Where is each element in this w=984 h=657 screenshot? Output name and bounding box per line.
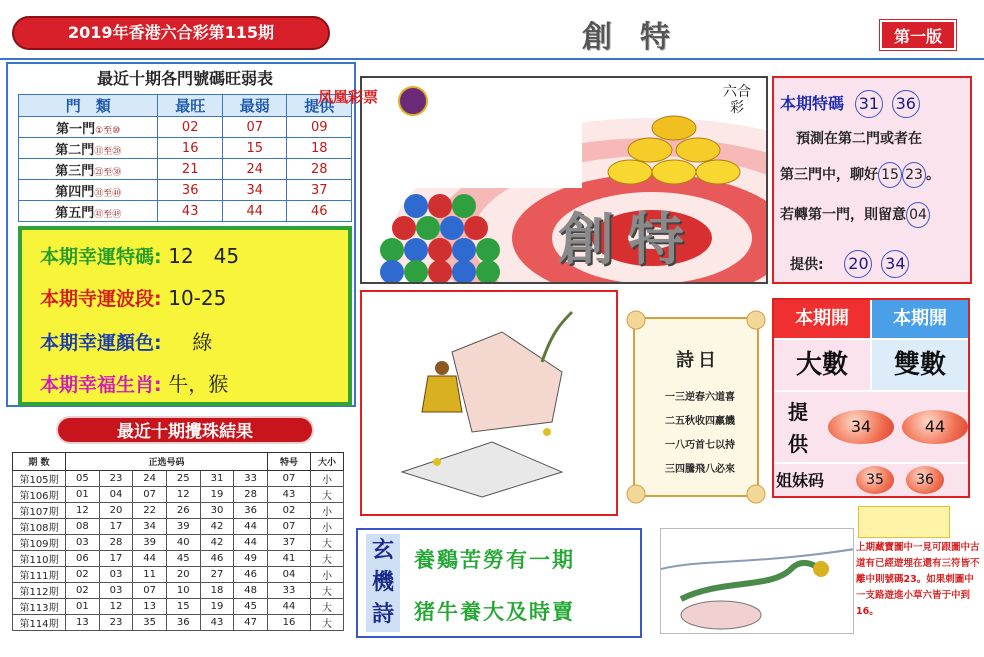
lucky-special-value: 12 45 — [168, 244, 240, 268]
lucky-color-label: 本期幸運顏色: — [40, 332, 162, 354]
gate-row — [19, 201, 352, 222]
results-special: 41 — [268, 551, 311, 567]
gate-table-title: 最近十期各門號碼旺弱表 — [96, 69, 273, 88]
results-number: 39 — [166, 519, 200, 535]
gate-weak: 44 — [222, 201, 287, 222]
results-size: 大 — [311, 551, 344, 567]
results-header-issue: 期 数 — [13, 453, 66, 471]
tema-number-2: 36 — [892, 90, 920, 118]
results-issue: 第105期 — [13, 471, 66, 487]
results-number: 46 — [200, 551, 234, 567]
sister-code-2: 36 — [906, 466, 944, 494]
results-number: 39 — [133, 535, 167, 551]
results-issue: 第106期 — [13, 487, 66, 503]
poem-title: 詩日 — [676, 350, 720, 371]
gate-provide: 46 — [287, 201, 352, 222]
gate-provide: 37 — [287, 180, 352, 201]
results-issue: 第111期 — [13, 567, 66, 583]
results-issue: 第109期 — [13, 535, 66, 551]
tema-label: 本期特碼 — [780, 94, 845, 113]
results-number: 20 — [166, 567, 200, 583]
gate-weak: 34 — [222, 180, 287, 201]
results-number: 20 — [99, 503, 133, 519]
results-number: 03 — [99, 567, 133, 583]
gate-row — [19, 159, 352, 180]
parity-provide-2: 44 — [902, 410, 968, 444]
results-special: 07 — [268, 471, 311, 487]
results-row — [13, 471, 344, 487]
gate-name: 第五門㊶至㊾ — [19, 201, 158, 222]
results-number: 36 — [166, 615, 200, 631]
results-row — [13, 535, 344, 551]
gate-header-category: 門 類 — [19, 95, 158, 117]
results-number: 44 — [234, 519, 268, 535]
tema-label-row — [780, 90, 970, 118]
results-number: 11 — [133, 567, 167, 583]
results-number: 23 — [99, 471, 133, 487]
note-thumbnail-icon — [858, 506, 950, 538]
results-header-special: 特号 — [268, 453, 311, 471]
poem-line-4: 三四騰飛八必來 — [665, 464, 735, 475]
gate-table — [18, 94, 352, 222]
results-number: 12 — [66, 503, 100, 519]
results-number: 46 — [234, 567, 268, 583]
results-number: 24 — [133, 471, 167, 487]
poem-line-3: 一八巧首七以持 — [665, 440, 735, 451]
results-number: 44 — [234, 535, 268, 551]
results-issue: 第108期 — [13, 519, 66, 535]
results-number: 07 — [133, 487, 167, 503]
results-issue: 第114期 — [13, 615, 66, 631]
tema-line-3 — [780, 202, 970, 228]
results-number: 13 — [66, 615, 100, 631]
tema-number-1: 31 — [855, 90, 883, 118]
results-row — [13, 599, 344, 615]
tema-provide-row — [790, 250, 980, 278]
results-issue: 第110期 — [13, 551, 66, 567]
parity-value-even: 雙數 — [872, 340, 968, 390]
results-special: 33 — [268, 583, 311, 599]
results-number: 27 — [200, 567, 234, 583]
tema-line-2-text: 第三門中，聊好 — [780, 167, 878, 183]
gate-name: 第三門㉑至㉚ — [19, 159, 158, 180]
mystic-poem-label: 玄機詩 — [366, 534, 400, 632]
liuhecai-label: 六合彩 — [723, 84, 751, 116]
poem-scroll-frame — [624, 308, 768, 506]
results-number: 47 — [234, 615, 268, 631]
lucky-special-row — [40, 240, 340, 270]
poem-line-1: 一三逆春六道喜 — [665, 392, 735, 403]
lucky-color-row — [40, 326, 340, 356]
dragon-landscape-illustration — [661, 529, 854, 634]
results-row — [13, 551, 344, 567]
results-number: 01 — [66, 599, 100, 615]
tema-provide-2: 34 — [881, 250, 909, 278]
results-number: 18 — [200, 583, 234, 599]
results-special: 43 — [268, 487, 311, 503]
gate-strong: 43 — [158, 201, 223, 222]
illustration-panel — [360, 290, 618, 516]
parity-value-big: 大數 — [774, 340, 870, 390]
gate-weak: 15 — [222, 138, 287, 159]
results-number: 35 — [133, 615, 167, 631]
poem-line-2: 二五秋收四羸饑 — [665, 416, 735, 427]
results-row — [13, 503, 344, 519]
results-size: 小 — [311, 567, 344, 583]
lucky-wave-label: 本期寺運波段: — [40, 288, 162, 310]
results-issue: 第113期 — [13, 599, 66, 615]
gate-weak: 24 — [222, 159, 287, 180]
lucky-wave-value: 10-25 — [168, 286, 227, 310]
results-number: 13 — [133, 599, 167, 615]
tema-line-2 — [780, 162, 970, 188]
results-number: 04 — [99, 487, 133, 503]
tema-provide-1: 20 — [844, 250, 872, 278]
results-special: 02 — [268, 503, 311, 519]
results-number: 03 — [66, 535, 100, 551]
tema-hint-number-2: 23 — [902, 162, 926, 188]
results-size: 大 — [311, 535, 344, 551]
parity-header-1: 本期開 — [774, 300, 870, 338]
results-size: 小 — [311, 471, 344, 487]
gate-header-strongest: 最旺 — [158, 95, 223, 117]
gate-name: 第二門⑪至⑳ — [19, 138, 158, 159]
results-row — [13, 519, 344, 535]
results-special: 44 — [268, 599, 311, 615]
gate-row — [19, 180, 352, 201]
results-number: 36 — [234, 503, 268, 519]
mystic-line-2: 猪牛養大及時賣 — [414, 599, 575, 624]
results-size: 大 — [311, 583, 344, 599]
results-number: 10 — [166, 583, 200, 599]
results-number: 12 — [166, 487, 200, 503]
results-number: 49 — [234, 551, 268, 567]
brand-logo-icon — [398, 86, 428, 116]
mystic-line-1: 養鷄苦勞有一期 — [414, 547, 575, 572]
parity-header-2: 本期開 — [872, 300, 968, 338]
treasure-map-illustration — [660, 528, 854, 634]
sister-code-1: 35 — [856, 466, 894, 494]
results-special: 07 — [268, 519, 311, 535]
results-number: 26 — [166, 503, 200, 519]
results-number: 28 — [99, 535, 133, 551]
results-issue: 第107期 — [13, 503, 66, 519]
results-special: 37 — [268, 535, 311, 551]
results-number: 25 — [166, 471, 200, 487]
results-number: 02 — [66, 567, 100, 583]
lucky-color-value: 綠 — [192, 330, 213, 354]
results-header-size: 大小 — [311, 453, 344, 471]
lucky-zodiac-row — [40, 368, 340, 398]
results-table — [12, 452, 344, 631]
gate-name: 第四門㉛至㊵ — [19, 180, 158, 201]
parity-provide-1: 34 — [828, 410, 894, 444]
results-number: 33 — [234, 471, 268, 487]
results-number: 17 — [99, 519, 133, 535]
results-header-numbers: 正选号码 — [66, 453, 268, 471]
header-divider — [0, 58, 984, 60]
results-special: 04 — [268, 567, 311, 583]
results-number: 45 — [234, 599, 268, 615]
results-number: 22 — [133, 503, 167, 519]
lucky-wave-row — [40, 284, 340, 314]
gate-provide: 28 — [287, 159, 352, 180]
edition-badge: 第一版 — [880, 20, 956, 50]
graphic-big-title: 創特 — [558, 207, 698, 273]
results-row — [13, 567, 344, 583]
results-number: 40 — [166, 535, 200, 551]
tema-hint-number-3: 04 — [906, 202, 930, 228]
results-number: 06 — [66, 551, 100, 567]
results-number: 43 — [200, 615, 234, 631]
results-number: 19 — [200, 487, 234, 503]
results-number: 05 — [66, 471, 100, 487]
results-issue: 第112期 — [13, 583, 66, 599]
results-number: 42 — [200, 519, 234, 535]
lucky-zodiac-label: 本期幸福生肖: — [40, 374, 162, 396]
tema-provide-label: 提供: — [790, 257, 824, 273]
results-special: 16 — [268, 615, 311, 631]
gate-header-weakest: 最弱 — [222, 95, 287, 117]
results-number: 15 — [166, 599, 200, 615]
results-number: 48 — [234, 583, 268, 599]
lucky-zodiac-value: 牛，猴 — [168, 372, 229, 396]
gate-strong: 02 — [158, 117, 223, 138]
results-number: 28 — [234, 487, 268, 503]
results-size: 大 — [311, 615, 344, 631]
gate-row — [19, 138, 352, 159]
results-size: 大 — [311, 487, 344, 503]
results-size: 小 — [311, 503, 344, 519]
tema-line-1: 預測在第二門或者在 — [796, 131, 922, 147]
results-number: 30 — [200, 503, 234, 519]
gate-weak: 07 — [222, 117, 287, 138]
results-number: 08 — [66, 519, 100, 535]
gate-name: 第一門①至⑩ — [19, 117, 158, 138]
gate-strong: 21 — [158, 159, 223, 180]
results-number: 17 — [99, 551, 133, 567]
sister-code-label: 姐妹码 — [776, 471, 825, 490]
recent-results-banner: 最近十期攪珠結果 — [56, 416, 314, 444]
results-number: 23 — [99, 615, 133, 631]
gate-header-provide: 提供 — [287, 95, 352, 117]
results-row — [13, 615, 344, 631]
results-size: 大 — [311, 599, 344, 615]
results-number: 01 — [66, 487, 100, 503]
gate-strong: 36 — [158, 180, 223, 201]
results-number: 12 — [99, 599, 133, 615]
tema-line-2-end: 。 — [926, 167, 940, 183]
results-size: 小 — [311, 519, 344, 535]
gate-provide: 09 — [287, 117, 352, 138]
issue-title-badge: 2019年香港六合彩第115期 — [12, 16, 330, 50]
tema-line-3-text: 若轉第一門，則留意 — [780, 207, 906, 223]
results-number: 07 — [133, 583, 167, 599]
previous-issue-note: 上期藏寶圖中一見可跟圖中古道有已經遊埋在還有三符皆不離中則號碼23。如果刺圖中一支路遊進小草六皆于中到16。 — [856, 542, 980, 617]
gate-strong: 16 — [158, 138, 223, 159]
parity-provide-label: 提供 — [788, 400, 808, 456]
results-number: 31 — [200, 471, 234, 487]
gate-provide: 18 — [287, 138, 352, 159]
results-number: 34 — [133, 519, 167, 535]
page-title: 創特 — [582, 20, 698, 55]
watermark-text: 凤凰彩票 — [318, 88, 379, 106]
results-row — [13, 487, 344, 503]
results-number: 42 — [200, 535, 234, 551]
lucky-special-label: 本期幸運特碼: — [40, 246, 162, 268]
results-number: 19 — [200, 599, 234, 615]
results-number: 45 — [166, 551, 200, 567]
gate-row — [19, 117, 352, 138]
tema-hint-number-1: 15 — [878, 162, 902, 188]
results-number: 44 — [133, 551, 167, 567]
results-row — [13, 583, 344, 599]
landscape-illustration — [362, 292, 618, 516]
results-number: 02 — [66, 583, 100, 599]
results-number: 03 — [99, 583, 133, 599]
